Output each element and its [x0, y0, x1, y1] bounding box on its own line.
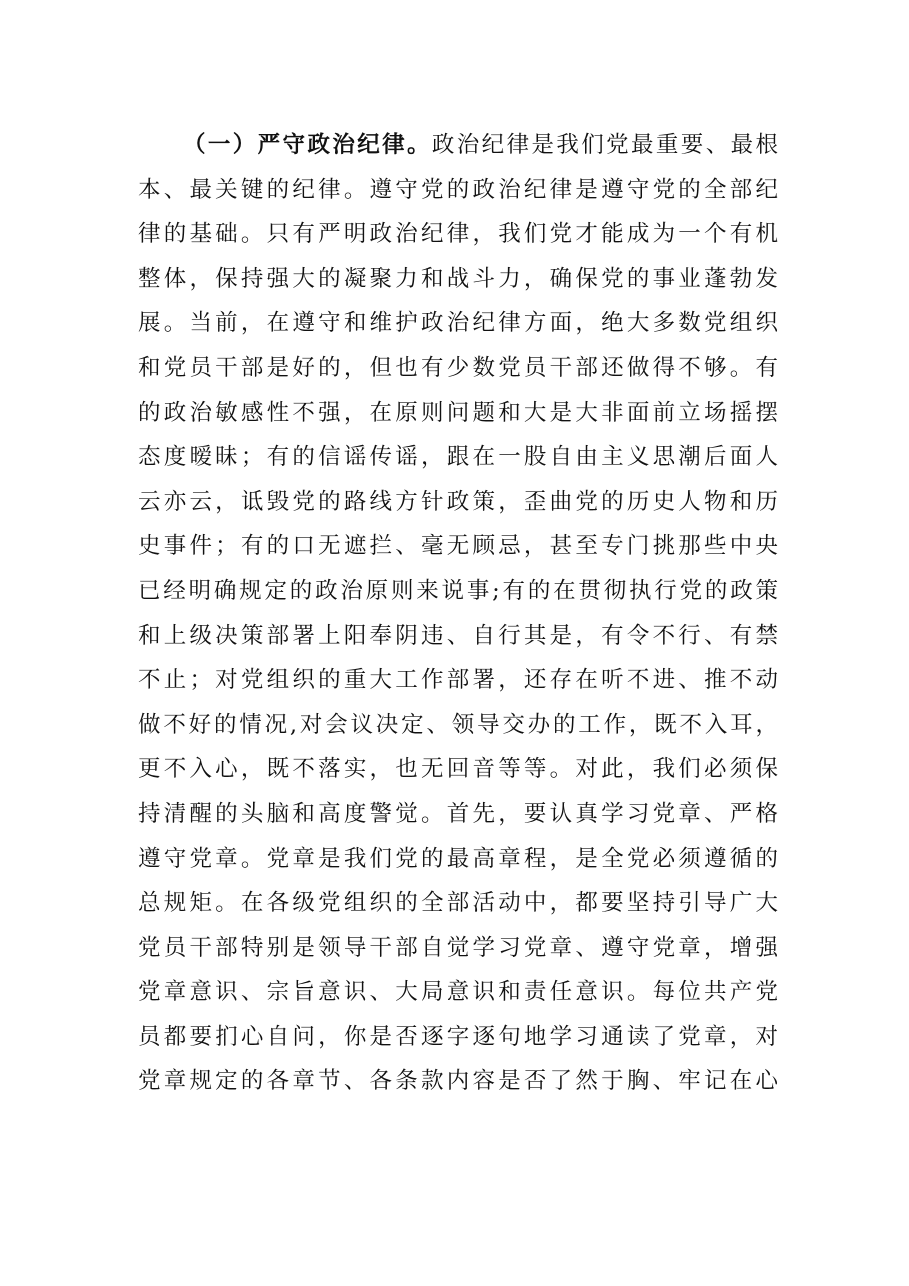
- paragraph-line-9: 云亦云，诋毁党的路线方针政策，歪曲党的历史人物和历: [138, 488, 778, 515]
- paragraph-line-8: 态度暧昧；有的信谣传谣，跟在一股自由主义思潮后面人: [138, 444, 778, 471]
- paragraph-line-4: 整体，保持强大的凝聚力和战斗力，确保党的事业蓬勃发: [138, 265, 778, 292]
- paragraph-line-7: 的政治敏感性不强，在原则问题和大是大非面前立场摇摆: [138, 399, 778, 426]
- paragraph-line-6: 和党员干部是好的，但也有少数党员干部还做得不够。有: [138, 354, 778, 381]
- paragraph-line-10: 史事件；有的口无遮拦、毫无顾忌，甚至专门挑那些中央: [138, 533, 778, 560]
- paragraph-line-16: 持清醒的头脑和高度警觉。首先，要认真学习党章、严格: [138, 800, 778, 827]
- paragraph-line-22: 党章规定的各章节、各条款内容是否了然于胸、牢记在心: [138, 1068, 778, 1095]
- section-heading: （一）严守政治纪律。: [183, 132, 432, 158]
- paragraph-line-13: 不止；对党组织的重大工作部署，还存在听不进、推不动: [138, 667, 778, 694]
- paragraph-line-18: 总规矩。在各级党组织的全部活动中，都要坚持引导广大: [138, 890, 778, 917]
- paragraph-text-start: 政治纪律是我们党最重要、最根: [431, 132, 778, 158]
- paragraph-line-12: 和上级决策部署上阳奉阴违、自行其是，有令不行、有禁: [138, 622, 778, 649]
- paragraph-line-2: 本、最关键的纪律。遵守党的政治纪律是遵守党的全部纪: [138, 176, 778, 203]
- paragraph-line-21: 员都要扪心自问，你是否逐字逐句地学习通读了党章，对: [138, 1023, 778, 1050]
- paragraph-line-3: 律的基础。只有严明政治纪律，我们党才能成为一个有机: [138, 221, 778, 248]
- paragraph-line-15: 更不入心，既不落实，也无回音等等。对此，我们必须保: [138, 756, 778, 783]
- paragraph-line-19: 党员干部特别是领导干部自觉学习党章、遵守党章，增强: [138, 934, 778, 961]
- paragraph-line-1: [138, 123, 778, 168]
- paragraph-line-11: 已经明确规定的政治原则来说事;有的在贯彻执行党的政策: [138, 577, 778, 604]
- paragraph-line-17: 遵守党章。党章是我们党的最高章程，是全党必须遵循的: [138, 845, 778, 872]
- body-paragraph: [138, 123, 778, 1104]
- paragraph-line-14: 做不好的情况,对会议决定、领导交办的工作，既不入耳，: [138, 711, 778, 738]
- paragraph-line-5: 展。当前，在遵守和维护政治纪律方面，绝大多数党组织: [138, 310, 778, 337]
- paragraph-line-20: 党章意识、宗旨意识、大局意识和责任意识。每位共产党: [138, 979, 778, 1006]
